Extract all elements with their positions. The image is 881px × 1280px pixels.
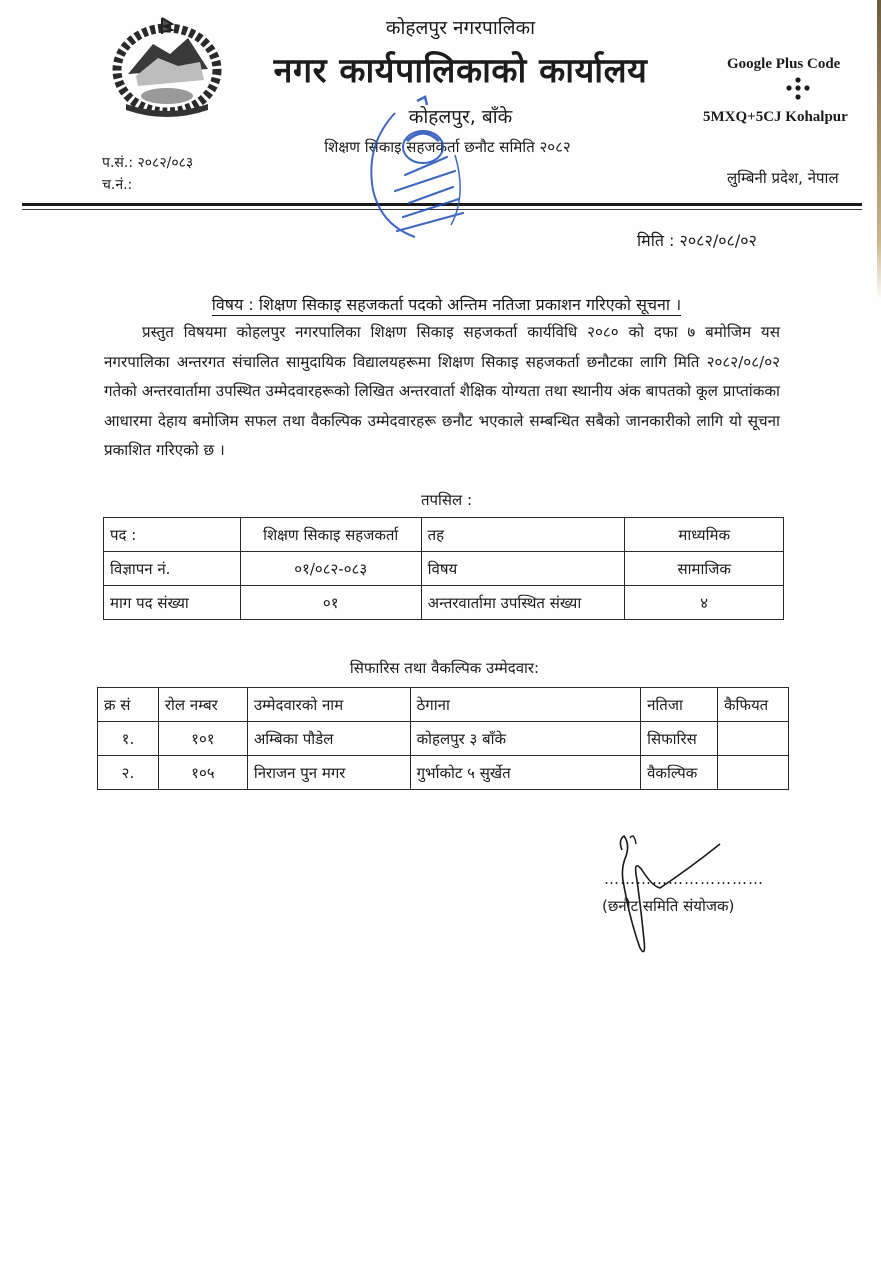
google-plus-code-label: Google Plus Code (727, 56, 841, 72)
table-cell: २. (98, 756, 159, 790)
signature-line: ………………………… (604, 870, 764, 888)
notice-subject (0, 293, 881, 315)
table-cell: विषय (421, 552, 625, 586)
table-cell: कोहलपुर ३ बाँके (410, 722, 641, 756)
table-cell: विज्ञापन नं. (104, 552, 241, 586)
handwritten-signature-icon (600, 830, 740, 960)
table-cell: सामाजिक (625, 552, 784, 586)
table-cell: तह (421, 518, 625, 552)
table-cell: १०५ (158, 756, 247, 790)
column-header: क्र सं (98, 688, 159, 722)
table-cell: शिक्षण सिकाइ सहजकर्ता (240, 518, 421, 552)
table-cell: गुर्भाकोट ५ सुर्खेत (410, 756, 641, 790)
column-header: उम्मेदवारको नाम (247, 688, 410, 722)
dispatch-number: च.नं.: (102, 177, 133, 193)
province: लुम्बिनी प्रदेश, नेपाल (727, 169, 839, 187)
notice-subject-text: विषय : शिक्षण सिकाइ सहजकर्ता पदको अन्तिम नतिजा प्रकाशन गरिएको सूचना । (211, 295, 682, 314)
committee-name: शिक्षण सिकाइ सहजकर्ता छनौट समिति २०८२ (324, 138, 571, 156)
municipality-name: कोहलपुर नगरपालिका (385, 17, 536, 39)
table-row (98, 722, 789, 756)
table-cell: १०१ (158, 722, 247, 756)
details-heading: तपसिल : (420, 491, 473, 509)
table-cell: अम्बिका पौडेल (247, 722, 410, 756)
column-header: कैफियत (718, 688, 789, 722)
table-cell: ०१/०८२-०८३ (240, 552, 421, 586)
table-row (104, 586, 784, 620)
table-row (104, 518, 784, 552)
table-cell: माध्यमिक (625, 518, 784, 552)
table-cell: माग पद संख्या (104, 586, 241, 620)
column-header: नतिजा (641, 688, 718, 722)
table-cell: पद : (104, 518, 241, 552)
table-cell: ४ (625, 586, 784, 620)
table-row (104, 552, 784, 586)
table-cell: सिफारिस (641, 722, 718, 756)
table-cell: वैकल्पिक (641, 756, 718, 790)
office-title: नगर कार्यपालिकाको कार्यालय (273, 51, 648, 91)
column-header: रोल नम्बर (158, 688, 247, 722)
post-details-table (103, 517, 784, 620)
table-cell: ०१ (240, 586, 421, 620)
table-cell (718, 722, 789, 756)
candidates-table (97, 687, 789, 790)
office-seal-stamp-icon (355, 95, 485, 245)
column-header: ठेगाना (410, 688, 641, 722)
candidates-heading: सिफारिस तथा वैकल्पिक उम्मेदवार: (349, 659, 540, 677)
table-cell: १. (98, 722, 159, 756)
issue-date: मिति : २०८२/०८/०२ (637, 231, 757, 250)
reference-number: प.सं.: २०८२/०८३ (102, 155, 194, 171)
table-header-row (98, 688, 789, 722)
office-location: कोहलपुर, बाँके (408, 106, 513, 128)
plus-code-dots-icon (786, 77, 810, 103)
table-cell: निराजन पुन मगर (247, 756, 410, 790)
plus-code: 5MXQ+5CJ Kohalpur (703, 109, 848, 125)
table-cell (718, 756, 789, 790)
table-row (98, 756, 789, 790)
signatory-role: (छनौट समिति संयोजक) (602, 897, 735, 915)
table-cell: अन्तरवार्तामा उपस्थित संख्या (421, 586, 625, 620)
notice-body: प्रस्तुत विषयमा कोहलपुर नगरपालिका शिक्षण सिकाइ सहजकर्ता कार्यविधि २०८० को दफा ७ बमोजिम यस नगरपालिका अन्तरगत संचालित सामुदायिक विद्यालयहरूमा शिक्षण सिकाइ सहजकर्ता छनौटका लागि मिति २०८२/०८/०२ गतेको अन्तरवार्तामा उपस्थित उम्मेदवारहरूको लिखित अन्तरवार्ता शैक्षिक योग्यता तथा स्थानीय अंक बापतको कूल प्राप्तांकका आधारमा देहाय बमोजिम सफल तथा वैकल्पिक उम्मेदवारहरू छनौट भएकाले सम्बन्धित सबैको जानकारीको लागि यो सूचना प्रकाशित गरिएको छ । (104, 323, 780, 459)
